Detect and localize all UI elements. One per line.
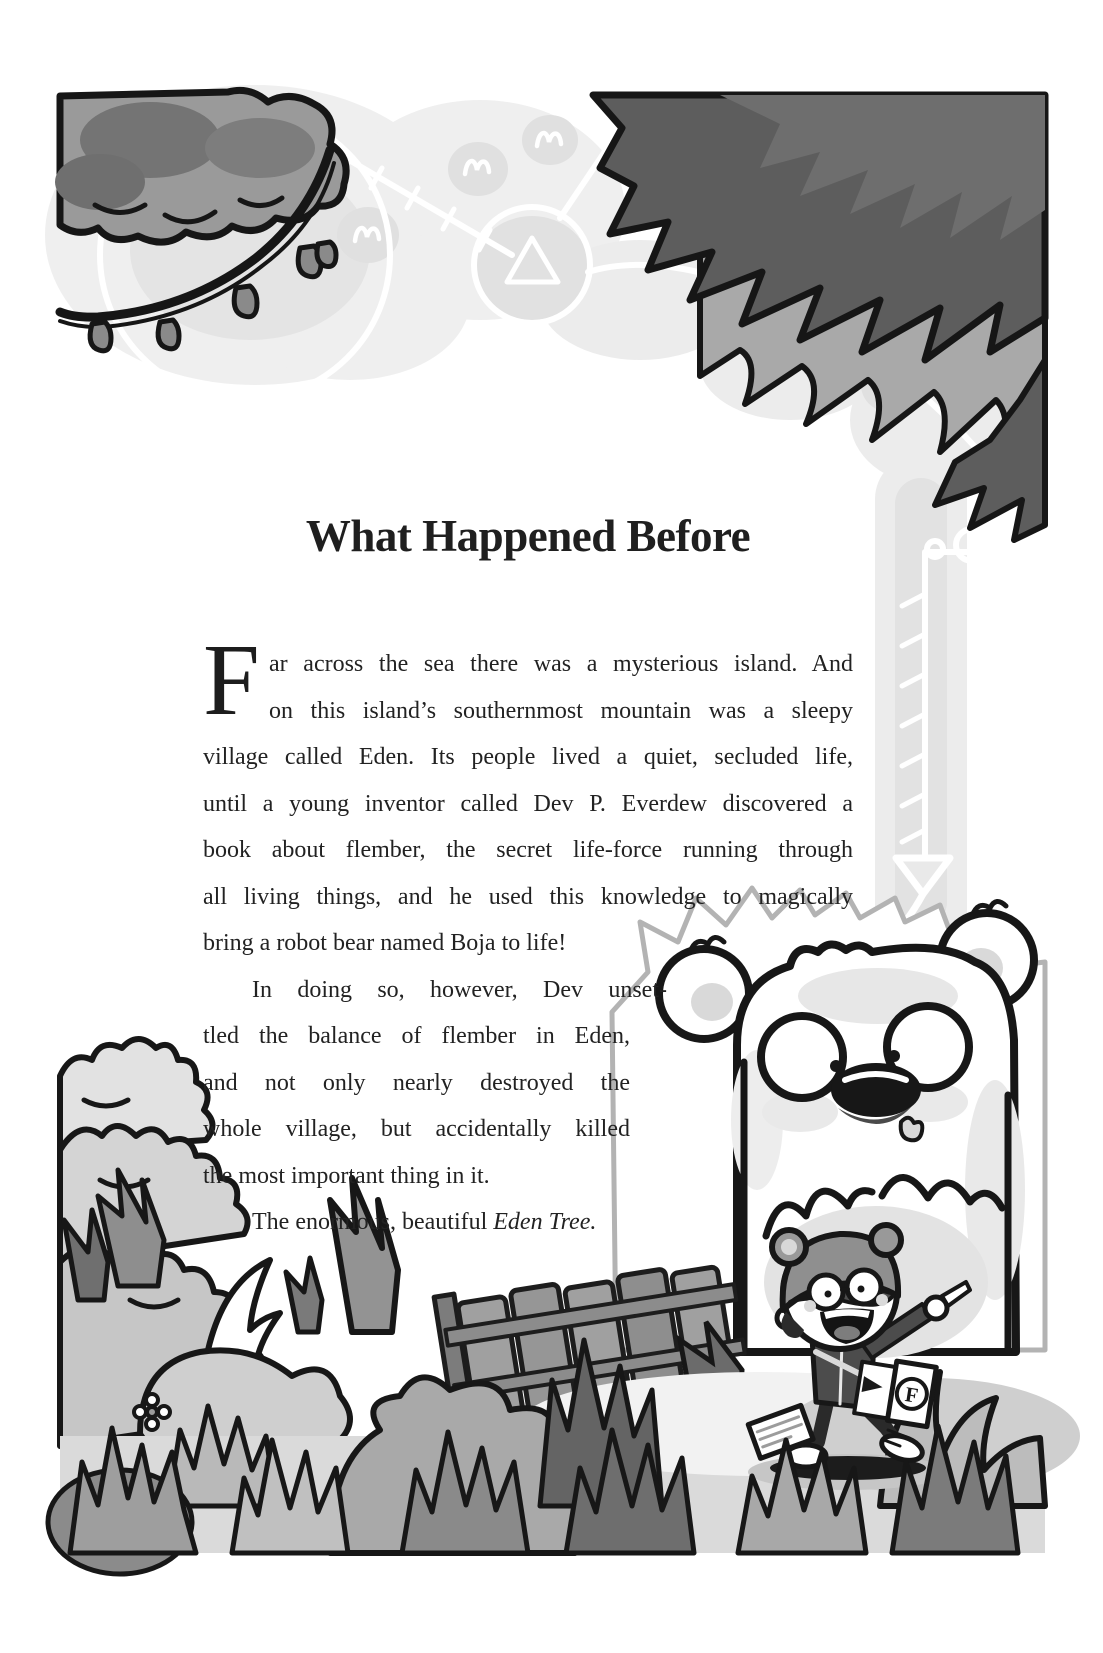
bear-chin-tuft bbox=[901, 1118, 923, 1141]
story-line: until a young inventor called Dev P. Everdew discovered a bbox=[203, 790, 853, 817]
story-line: whole village, but accidentally killed bbox=[203, 1116, 630, 1142]
story-line: tled the balance of flember in Eden, bbox=[203, 1023, 630, 1049]
story-line: village called Eden. Its people lived a quiet, secluded life, bbox=[203, 744, 853, 770]
story-line: all living things, and he used this knowledge to magically bbox=[203, 883, 853, 910]
story-line: the most important thing in it. bbox=[203, 1162, 490, 1189]
flember-book bbox=[854, 1356, 936, 1427]
story-line: ar across the sea there was a mysterious island. And bbox=[269, 651, 853, 677]
book-logo-letter: F bbox=[903, 1382, 920, 1408]
hat-ear-right bbox=[871, 1225, 901, 1255]
story-line: on this island’s southernmost mountain was a sleepy bbox=[269, 697, 853, 724]
story-line-final bbox=[203, 1199, 853, 1246]
final-line-italic: Eden Tree. bbox=[493, 1209, 597, 1235]
story-line: In doing so, however, Dev unset- bbox=[252, 976, 667, 1003]
story-line: bring a robot bear named Boja to life! bbox=[203, 930, 567, 956]
glasses-right-lens bbox=[847, 1270, 881, 1304]
chapter-title: What Happened Before bbox=[305, 511, 751, 561]
final-line-prefix: The enormous, beautiful bbox=[252, 1209, 494, 1235]
conifer-icon bbox=[286, 1258, 322, 1332]
story-text bbox=[203, 624, 853, 1246]
dropcap-letter: F bbox=[203, 624, 260, 737]
story-line: book about flember, the secret life-force running through bbox=[203, 837, 853, 863]
story-line: and not only nearly destroyed the bbox=[203, 1069, 630, 1096]
tongue bbox=[834, 1326, 860, 1340]
